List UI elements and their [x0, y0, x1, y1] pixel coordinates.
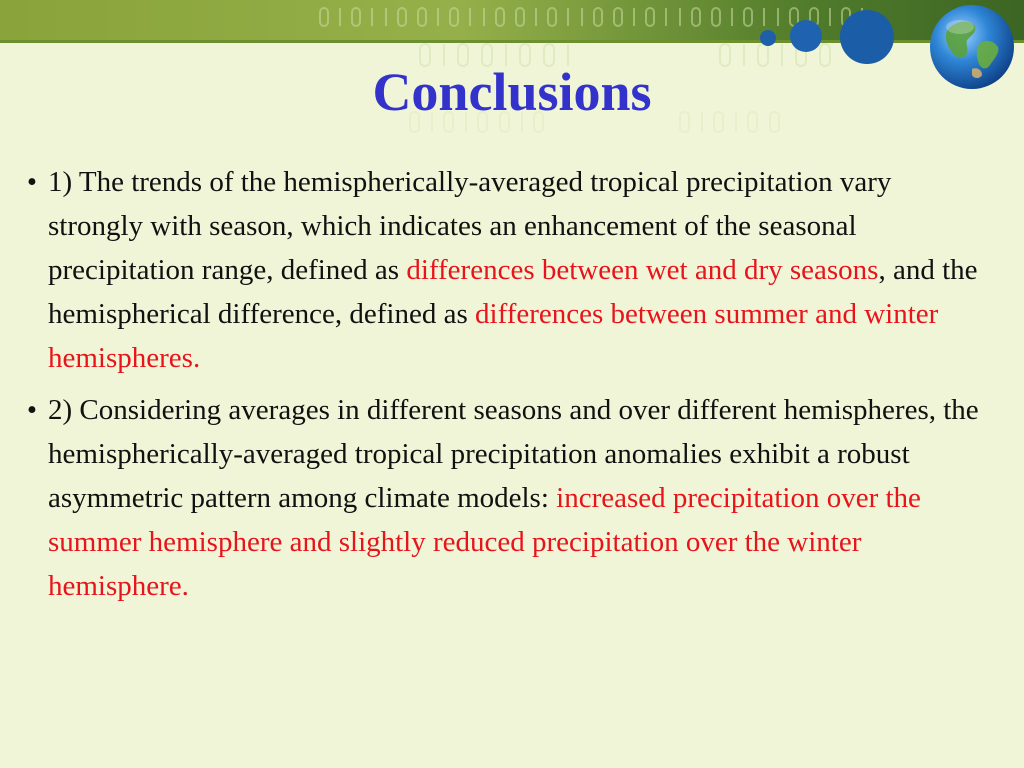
- bullet-2-highlight-1: increased precipitation over the summer hemisphere and slightly reduced precipitation over the winter hemisphere.: [48, 482, 921, 602]
- slide-title: Conclusions: [372, 62, 652, 122]
- bullet-1-segment-2: , and the hemispherical difference, defined as: [48, 254, 978, 330]
- bullet-marker: •: [26, 394, 38, 426]
- decor-dot-small: [760, 30, 776, 46]
- bullet-text-2: [48, 388, 986, 608]
- bullet-text-1: [48, 160, 986, 380]
- decor-dot-medium: [790, 20, 822, 52]
- bullet-item-2: [16, 388, 986, 608]
- bullet-marker: •: [26, 166, 38, 198]
- decor-dot-large: [840, 10, 894, 64]
- bullet-1-highlight-2: differences between summer and winter hemispheres.: [48, 298, 939, 374]
- bullet-1-highlight-1: differences between wet and dry seasons: [406, 254, 879, 286]
- bullet-item-1: [16, 160, 986, 380]
- bullet-1-segment-1: 1) The trends of the hemispherically-averaged tropical precipitation vary strongly with season, which indicates an enhancement of the seasonal precipitation range, defined as: [48, 166, 892, 286]
- bullet-2-segment-1: 2) Considering averages in different seasons and over different hemispheres, the hemispherically-averaged tropical precipitation anomalies exhibit a robust asymmetric pattern among climate models:: [48, 394, 979, 514]
- slide-body: [16, 160, 986, 616]
